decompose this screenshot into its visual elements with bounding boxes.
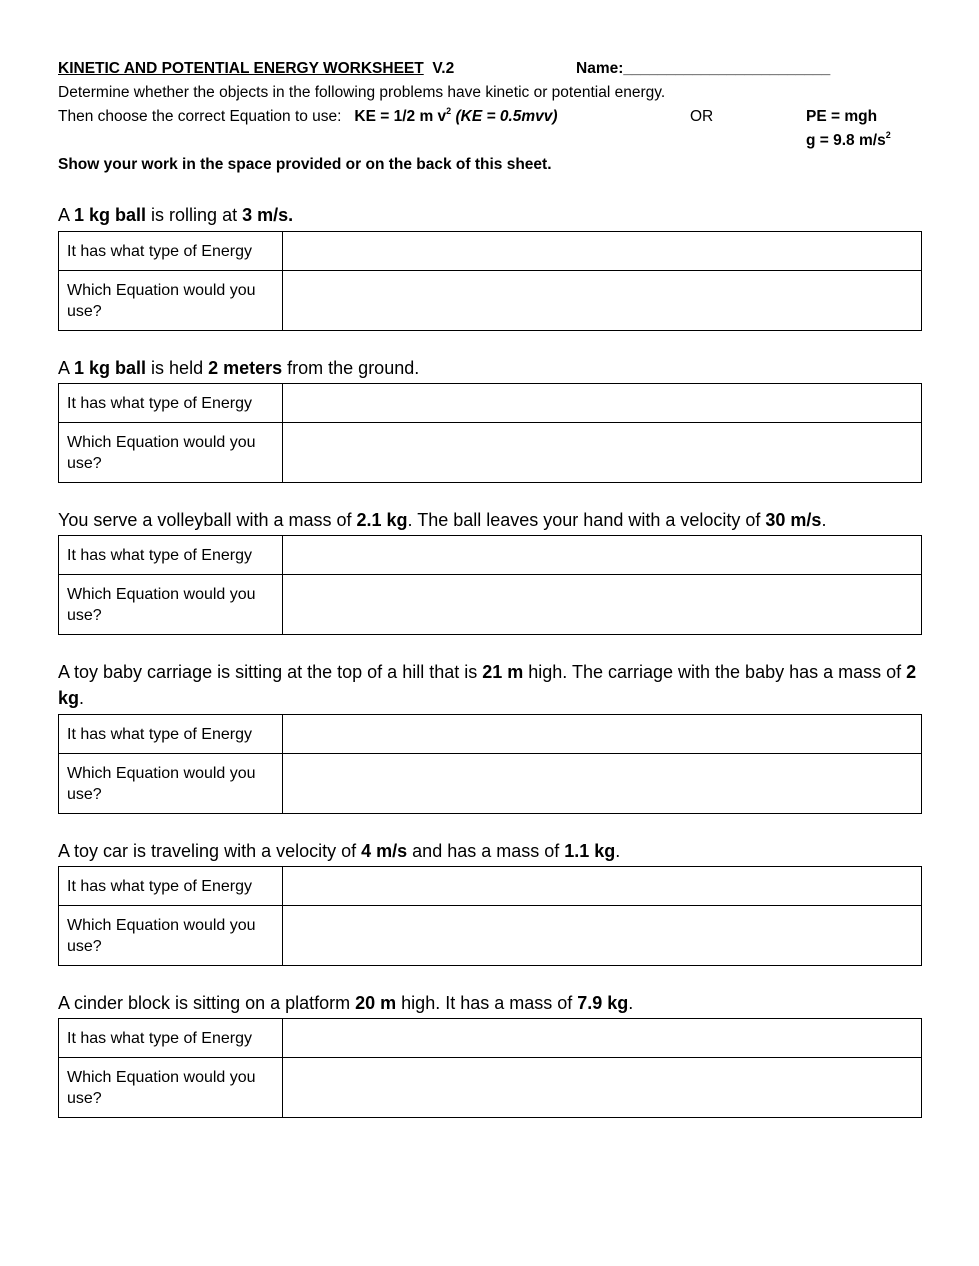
or-text: OR <box>690 108 714 125</box>
energy-type-label: It has what type of Energy <box>59 384 283 423</box>
equation-label: Which Equation would you use? <box>59 1058 283 1118</box>
ke-formula: KE = 1/2 m $v^2$ (KE = 0.5mvv) <box>354 106 558 125</box>
equation-answer[interactable] <box>283 754 922 814</box>
energy-type-answer[interactable] <box>283 715 922 754</box>
problem-4: A toy baby carriage is sitting at the top of a hill that is 21 m high. The carriage with the baby has a mass of 2 kg. <box>58 662 917 708</box>
worksheet-title-line <box>58 60 454 78</box>
problem-6: A cinder block is sitting on a platform 20 m high. It has a mass of 7.9 kg. <box>58 993 634 1013</box>
energy-type-label: It has what type of Energy <box>59 536 283 575</box>
energy-type-answer[interactable] <box>283 384 922 423</box>
equation-answer[interactable] <box>283 1058 922 1118</box>
energy-type-label: It has what type of Energy <box>59 867 283 906</box>
answer-table-1 <box>58 231 922 331</box>
ke-alt-formula: (KE = 0.5mvv) <box>455 108 558 125</box>
equation-label: Which Equation would you use? <box>59 906 283 966</box>
energy-type-label: It has what type of Energy <box>59 1019 283 1058</box>
equation-answer[interactable] <box>283 906 922 966</box>
g-value: g = 9.8 $m/s^2$ <box>806 130 891 149</box>
problem-3: You serve a volleyball with a mass of 2.1 kg. The ball leaves your hand with a velocity of 30 m/s. <box>58 510 827 530</box>
answer-table-4 <box>58 714 922 814</box>
name-label: Name: <box>576 60 624 77</box>
instruction-prefix: Then choose the correct Equation to use: <box>58 108 342 125</box>
answer-table-2 <box>58 383 922 483</box>
energy-type-answer[interactable] <box>283 867 922 906</box>
problem-1: A 1 kg ball is rolling at 3 m/s. <box>58 205 294 225</box>
name-blank[interactable]: ________________________ <box>623 60 831 77</box>
instruction-line-1: Determine whether the objects in the following problems have kinetic or potential energy. <box>58 84 666 101</box>
equation-answer[interactable] <box>283 271 922 331</box>
energy-type-answer[interactable] <box>283 1019 922 1058</box>
problem-5: A toy car is traveling with a velocity of 4 m/s and has a mass of 1.1 kg. <box>58 841 621 861</box>
equation-label: Which Equation would you use? <box>59 575 283 635</box>
energy-type-answer[interactable] <box>283 232 922 271</box>
energy-type-label: It has what type of Energy <box>59 232 283 271</box>
equation-answer[interactable] <box>283 575 922 635</box>
pe-formula: PE = mgh <box>806 108 878 125</box>
equation-label: Which Equation would you use? <box>59 423 283 483</box>
equation-label: Which Equation would you use? <box>59 754 283 814</box>
answer-table-3 <box>58 535 922 635</box>
worksheet-title: KINETIC AND POTENTIAL ENERGY WORKSHEET <box>58 60 424 77</box>
equation-answer[interactable] <box>283 423 922 483</box>
problem-2: A 1 kg ball is held 2 meters from the ground. <box>58 358 420 378</box>
instruction-line-2 <box>58 108 558 126</box>
answer-table-5 <box>58 866 922 966</box>
energy-type-answer[interactable] <box>283 536 922 575</box>
equation-label: Which Equation would you use? <box>59 271 283 331</box>
name-field[interactable] <box>576 60 830 78</box>
show-work-instruction: Show your work in the space provided or on the back of this sheet. <box>58 156 552 173</box>
energy-type-label: It has what type of Energy <box>59 715 283 754</box>
worksheet-version: V.2 <box>432 60 455 77</box>
answer-table-6 <box>58 1018 922 1118</box>
